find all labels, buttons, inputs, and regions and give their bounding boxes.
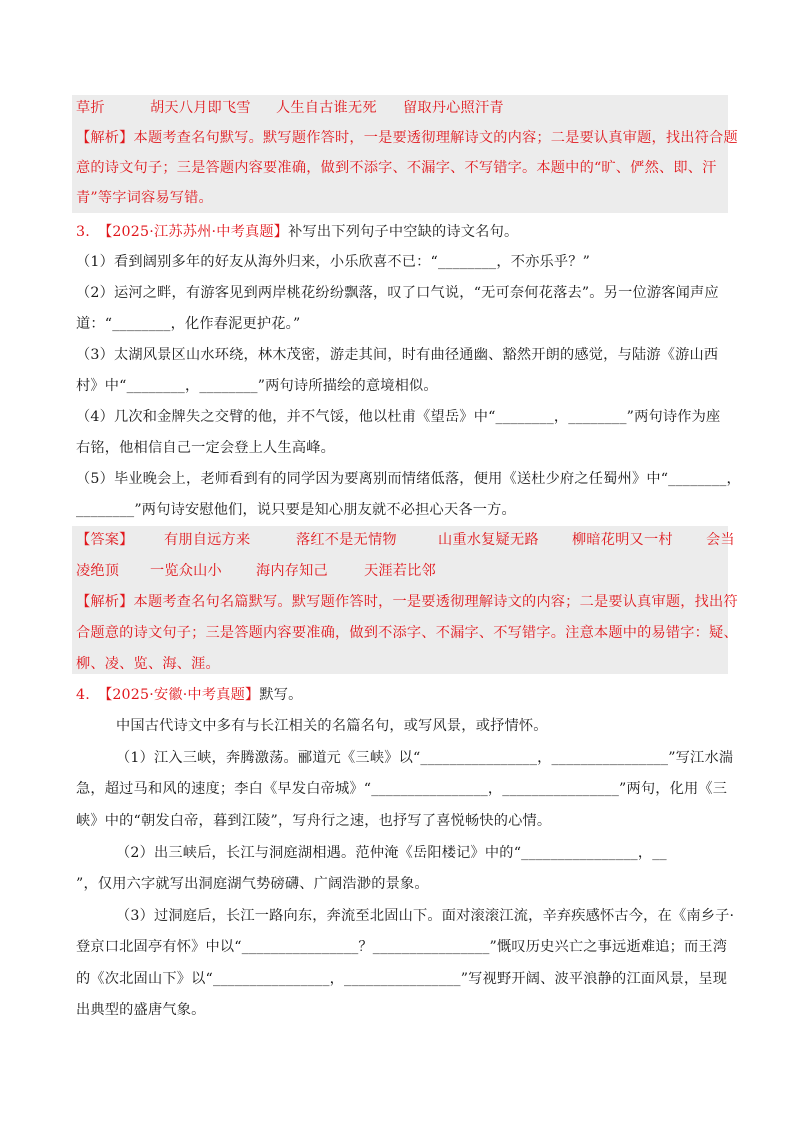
q4-number: 4. [76,687,90,703]
q4-part-1-line-3: 峡》中的“朝发白帝，暮到江陵”，写舟行之速，也抒写了喜悦畅快的心情。 [76,813,552,829]
q3-item-2-line-1: （2）运河之畔，有游客见到两岸桃花纷纷飘落，叹了口气说，“无可奈何花落去”。另一位游客闻声应 [76,285,719,301]
q2-answer-1: 胡天八月即飞雪 [150,100,251,116]
q3-answers-line-1 [76,530,735,550]
q3-item-2-line-2: 道：“________，化作春泥更护花。” [76,316,301,332]
q2-analysis-line-2: 意的诗文句子；三是答题内容要准确，做到不添字、不漏字、不写错字。本题中的“旷、俨然、即、汗 [76,160,717,176]
q2-analysis-line-1: 【解析】本题考查名句默写。默写题作答时，一是要透彻理解诗文的内容；二是要认真审题，找出符合题 [76,130,738,146]
q3-item-5-line-1: （5）毕业晚会上，老师看到有的同学因为要离别而情绪低落，便用《送杜少府之任蜀州》中“________， [76,471,741,487]
q4-intro: 中国古代诗文中多有与长江相关的名篇名句，或写风景，或抒情怀。 [116,718,548,734]
q3-answers-line-2 [76,561,726,581]
q4-header [76,685,726,705]
q3-answer-label: 【答案】 [76,532,134,548]
q3-item-5-line-2: ________”两句诗安慰他们，说只要是知心朋友就不必担心天各一方。 [76,502,516,518]
q2-answer-2: 人生自古谁无死 [276,100,377,116]
q3-answer-4: 会当 [706,532,735,548]
q3-item-3-line-1: （3）太湖风景区山水环绕，林木茂密，游走其间，时有曲径通幽、豁然开朗的感觉，与陆游《游山西 [76,347,719,363]
q4-prompt: 默写。 [259,687,303,703]
q3-prompt: 补写出下列句子中空缺的诗文名句。 [288,224,519,240]
q3-item-4-line-1: （4）几次和金牌失之交臂的他，并不气馁，他以杜甫《望岳》中“________，________”两句诗作为座 [76,409,721,425]
q4-part-3-line-2: 登京口北固亭有怀》中以“________________？________________”慨叹历史兴亡之事远逝难追；而王湾 [76,939,728,955]
q3-source: 【2025·江苏苏州·中考真题】 [97,224,289,240]
q4-part-3-line-3: 的《次北固山下》以“________________，________________”写视野开阔、波平浪静的江面风景，呈现 [76,971,728,987]
q3-item-3-line-2: 村》中“________，________”两句诗所描绘的意境相似。 [76,378,438,394]
q3-header [76,222,726,242]
q3-number: 3. [76,224,90,240]
q4-part-2-line-2: ”，仅用六字就写出洞庭湖气势磅礴、广阔浩渺的景象。 [76,876,429,892]
q3-answer-7: 海内存知己 [256,563,328,579]
q3-answer-3: 柳暗花明又一村 [572,532,673,548]
q3-answer-5: 凌绝顶 [76,563,120,579]
q4-part-3-line-1: （3）过洞庭后，长江一路向东，奔流至北固山下。面对滚滚江流，辛弃疾感怀古今，在《南乡子· [116,908,735,924]
q3-item-4-line-2: 右铭，他相信自己一定会登上人生高峰。 [76,440,335,456]
q2-analysis-line-3: 青”等字词容易写错。 [76,190,213,206]
q3-analysis-line-3: 柳、凌、览、海、涯。 [76,656,220,672]
q3-answer-2: 山重水复疑无路 [438,532,539,548]
q4-part-1-line-2: 急，超过马和风的速度；李白《早发白帝城》“________________，________________”两句，化用《三 [76,781,728,797]
q3-analysis-line-1: 【解析】本题考查名句名篇默写。默写题作答时，一是要透彻理解诗文的内容；二是要认真审题，找出符 [76,594,738,610]
q4-part-3-line-4: 出典型的盛唐气象。 [76,1002,206,1018]
q2-answer-3: 留取丹心照汗青 [403,100,504,116]
q3-answer-1: 落红不是无情物 [296,532,397,548]
q3-item-1: （1）看到阔别多年的好友从海外归来，小乐欣喜不已：“________，不亦乐乎？” [76,254,591,270]
q3-answer-6: 一览众山小 [150,563,222,579]
q3-answer-8: 天涯若比邻 [364,563,436,579]
q4-part-1-line-1: （1）江入三峡，奔腾激荡。郦道元《三峡》以“________________，________________”写江水湍 [116,750,734,766]
q4-source: 【2025·安徽·中考真题】 [97,687,260,703]
q4-part-2-line-1: （2）出三峡后，长江与洞庭湖相遇。范仲淹《岳阳楼记》中的“________________，__ [116,845,667,861]
q3-answer-0: 有朋自远方来 [164,532,251,548]
q3-analysis-line-2: 合题意的诗文句子；三是答题内容要准确，做到不添字、不漏字、不写错字。注意本题中的易错字：疑、 [76,625,738,641]
q2-answer-0: 草折 [76,100,105,116]
q2-answers-line [76,98,726,118]
